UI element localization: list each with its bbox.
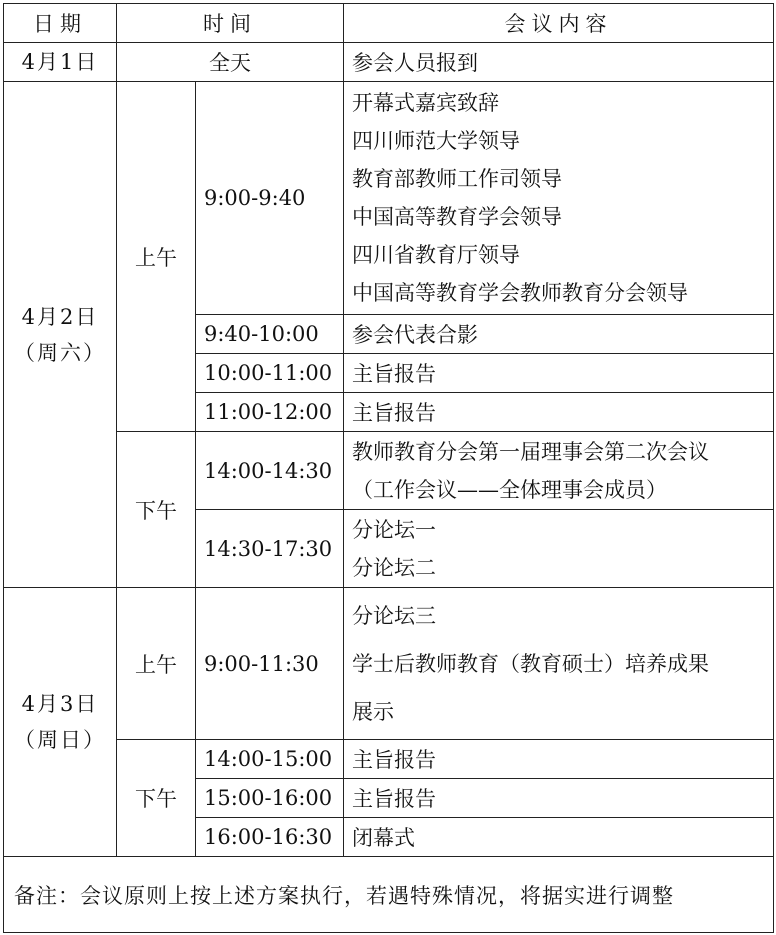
time-cell: 14:00-15:00	[196, 740, 344, 779]
content-item: 分论坛二	[352, 555, 436, 580]
table-row	[4, 740, 774, 779]
content-cell: 闭幕式	[344, 818, 774, 857]
schedule-table	[3, 3, 774, 933]
header-row	[4, 4, 774, 43]
header-time: 时间	[117, 4, 344, 43]
session-cell-am: 上午	[117, 82, 196, 432]
time-cell: 全天	[117, 43, 344, 82]
time-cell: 15:00-16:00	[196, 779, 344, 818]
time-cell: 9:00-11:30	[196, 588, 344, 740]
time-cell: 9:00-9:40	[196, 82, 344, 315]
table-row	[4, 432, 774, 510]
content-cell: 主旨报告	[344, 740, 774, 779]
date-label: 4月3日	[21, 692, 99, 716]
content-item: 展示	[352, 699, 394, 724]
content-cell	[344, 588, 774, 740]
content-item: 中国高等教育学会领导	[352, 205, 562, 229]
content-item: 四川师范大学领导	[352, 129, 520, 153]
date-cell	[4, 82, 117, 588]
weekday-label: （周日）	[14, 728, 106, 752]
content-cell: 主旨报告	[344, 354, 774, 393]
content-item: 分论坛一	[352, 517, 436, 542]
time-cell: 9:40-10:00	[196, 315, 344, 354]
content-item: 教育部教师工作司领导	[352, 167, 562, 191]
session-cell-pm: 下午	[117, 432, 196, 588]
note-text: 备注：会议原则上按上述方案执行，若遇特殊情况，将据实进行调整	[4, 857, 774, 933]
content-item: 分论坛三	[352, 603, 436, 628]
header-content: 会议内容	[344, 4, 774, 43]
date-cell: 4月1日	[4, 43, 117, 82]
date-cell	[4, 588, 117, 857]
session-cell-pm: 下午	[117, 740, 196, 857]
time-cell: 14:00-14:30	[196, 432, 344, 510]
time-cell: 16:00-16:30	[196, 818, 344, 857]
content-item: （工作会议——全体理事会成员）	[352, 477, 667, 502]
header-date: 日期	[4, 4, 117, 43]
content-cell: 主旨报告	[344, 779, 774, 818]
content-cell	[344, 510, 774, 588]
session-cell-am: 上午	[117, 588, 196, 740]
content-cell: 主旨报告	[344, 393, 774, 432]
date-label: 4月2日	[21, 304, 99, 329]
table-row	[4, 43, 774, 82]
content-cell	[344, 82, 774, 315]
weekday-label: （周六）	[14, 340, 106, 365]
content-item: 开幕式嘉宾致辞	[352, 91, 499, 115]
content-item: 四川省教育厅领导	[352, 243, 520, 267]
table-row	[4, 82, 774, 315]
content-cell: 参会人员报到	[344, 43, 774, 82]
content-cell: 参会代表合影	[344, 315, 774, 354]
time-cell: 14:30-17:30	[196, 510, 344, 588]
table-row	[4, 588, 774, 740]
note-row	[4, 857, 774, 933]
content-cell	[344, 432, 774, 510]
content-item: 学士后教师教育（教育硕士）培养成果	[352, 651, 709, 676]
time-cell: 10:00-11:00	[196, 354, 344, 393]
content-item: 中国高等教育学会教师教育分会领导	[352, 281, 688, 305]
time-cell: 11:00-12:00	[196, 393, 344, 432]
content-item: 教师教育分会第一届理事会第二次会议	[352, 439, 709, 464]
